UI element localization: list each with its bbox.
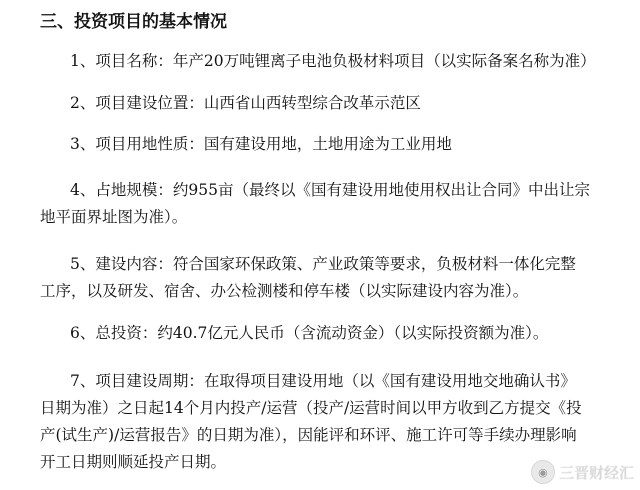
- item-line: 5、建设内容：符合国家环保政策、产业政策等要求，负极材料一体化完整: [70, 255, 576, 273]
- item-line: 1、项目名称：年产20万吨锂离子电池负极材料项目（以实际备案名称为准）: [70, 52, 596, 70]
- item-project-location: [40, 90, 612, 117]
- weibo-logo-icon: ◉: [531, 460, 555, 484]
- item-line: 产(试生产)/运营报告》的日期为准），因能评和环评、施工许可等手续办理影响: [40, 426, 577, 444]
- watermark: [531, 460, 634, 484]
- item-construction-period: [40, 368, 612, 476]
- item-line: 2、项目建设位置：山西省山西转型综合改革示范区: [70, 94, 421, 112]
- section-heading: 三、投资项目的基本情况: [40, 12, 227, 32]
- item-line: 6、总投资：约40.7亿元人民币（含流动资金）（以实际投资额为准）。: [70, 324, 549, 342]
- item-land-nature: [40, 131, 612, 158]
- item-line: 工序，以及研发、宿舍、办公检测楼和停车楼（以实际建设内容为准）。: [40, 282, 529, 300]
- item-line: 4、占地规模：约955亩（最终以《国有建设用地使用权出让合同》中出让宗: [70, 181, 590, 199]
- item-construction-content: [40, 251, 612, 305]
- item-total-investment: [40, 320, 612, 347]
- item-line: 7、项目建设周期：在取得项目建设用地（以《国有建设用地交地确认书》: [70, 372, 576, 390]
- item-line: 日期为准）之日起14个月内投产/运营（投产/运营时间以甲方收到乙方提交《投: [40, 399, 582, 417]
- item-line: 3、项目用地性质：国有建设用地，土地用途为工业用地: [70, 135, 452, 153]
- watermark-text: 三晋财经汇: [558, 463, 634, 482]
- item-project-name: [40, 48, 612, 75]
- item-line: 开工日期则顺延投产日期。: [40, 453, 227, 471]
- item-land-scale: [40, 177, 612, 231]
- item-line: 地平面界址图为准）。: [40, 208, 188, 226]
